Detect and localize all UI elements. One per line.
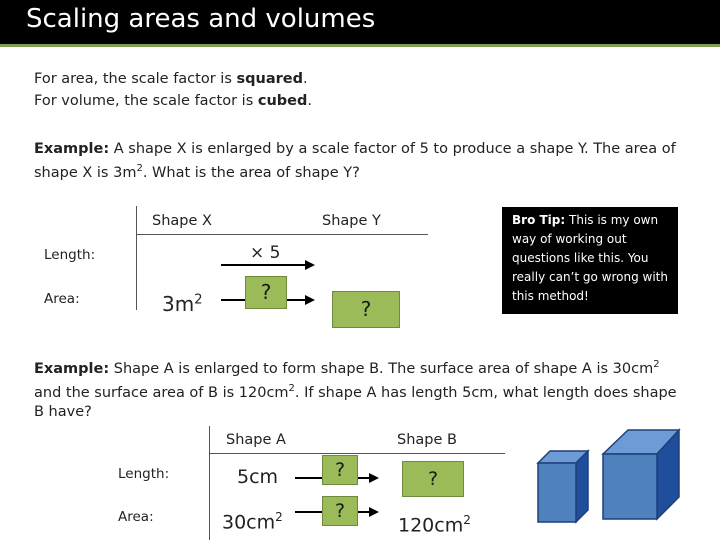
example1-vertical-divider [136,206,137,310]
area-rule [34,70,308,89]
length-a-value: 5cm [237,466,279,488]
example2-label: Example: [34,360,110,377]
example1-answer-box[interactable]: ? [332,291,400,328]
shape-b-header: Shape B [397,432,457,448]
volume-rule-post: . [307,93,312,109]
volume-rule-bold: cubed [257,93,308,109]
shape-y-header: Shape Y [322,213,381,229]
area-x-value [162,292,203,316]
example2-text3: . If shape A has length 5cm, what length does shape B have? [34,384,677,420]
small-cube-icon [528,440,592,525]
example2-horizontal-divider [209,453,505,454]
shape-a-header: Shape A [226,432,286,448]
example1-question [34,140,680,183]
example2-text1: Shape A is enlarged to form shape B. The surface area of shape A is 30cm [109,360,654,377]
area-b-value [398,513,471,536]
example2-text2: and the surface area of B is 120cm [34,384,289,401]
area2-arrow-head [369,507,379,517]
length-factor-box[interactable]: ? [322,455,358,485]
example1-sup: 2 [136,163,143,174]
example1-horizontal-divider [136,234,428,235]
multiplier-label: × 5 [250,243,281,263]
example1-text2: . What is the area of shape Y? [142,164,360,181]
example1-length-label: Length: [44,247,96,263]
area-a-value [222,510,283,533]
area-a-sup: 2 [275,510,283,524]
volume-rule-pre: For volume, the scale factor is [34,93,258,109]
bro-tip-box [502,207,678,314]
volume-rule [34,92,312,111]
large-cube-icon [600,427,682,522]
bro-tip-label: Bro Tip: [512,213,566,227]
example2-vertical-divider [209,426,210,540]
length-arrow-head [369,473,379,483]
example2-question [34,355,684,422]
example1-area-label: Area: [44,291,80,307]
area-arrow-head [305,295,315,305]
area-a-number: 30cm [222,511,276,534]
area-rule-bold: squared [236,71,303,87]
bro-tip-text: This is my own way of working out questions like this. You really can’t go wrong with this method! [512,213,668,303]
example2-sup1: 2 [653,359,660,370]
example2-sup2: 2 [288,382,295,394]
example2-area-label: Area: [118,509,154,525]
area-rule-post: . [302,71,308,87]
slide-title: Scaling areas and volumes [26,4,376,34]
scale-arrow-head [305,260,315,270]
title-accent-line [0,44,720,47]
area-x-number: 3m [162,292,195,316]
shape-x-header: Shape X [152,213,212,229]
length-b-box[interactable]: ? [402,461,464,497]
area-factor-box[interactable]: ? [322,496,358,526]
area-b-sup: 2 [463,513,471,527]
example1-label: Example: [34,141,110,157]
example1-text1: A shape X is enlarged by a scale factor of 5 to produce a shape Y. The area of shape X is 3m [34,141,676,181]
example1-factor-box[interactable]: ? [245,276,287,309]
area-b-number: 120cm [398,514,464,537]
area-rule-pre: For area, the scale factor is [34,71,237,87]
example2-length-label: Length: [118,466,170,482]
area-x-sup: 2 [194,292,203,308]
